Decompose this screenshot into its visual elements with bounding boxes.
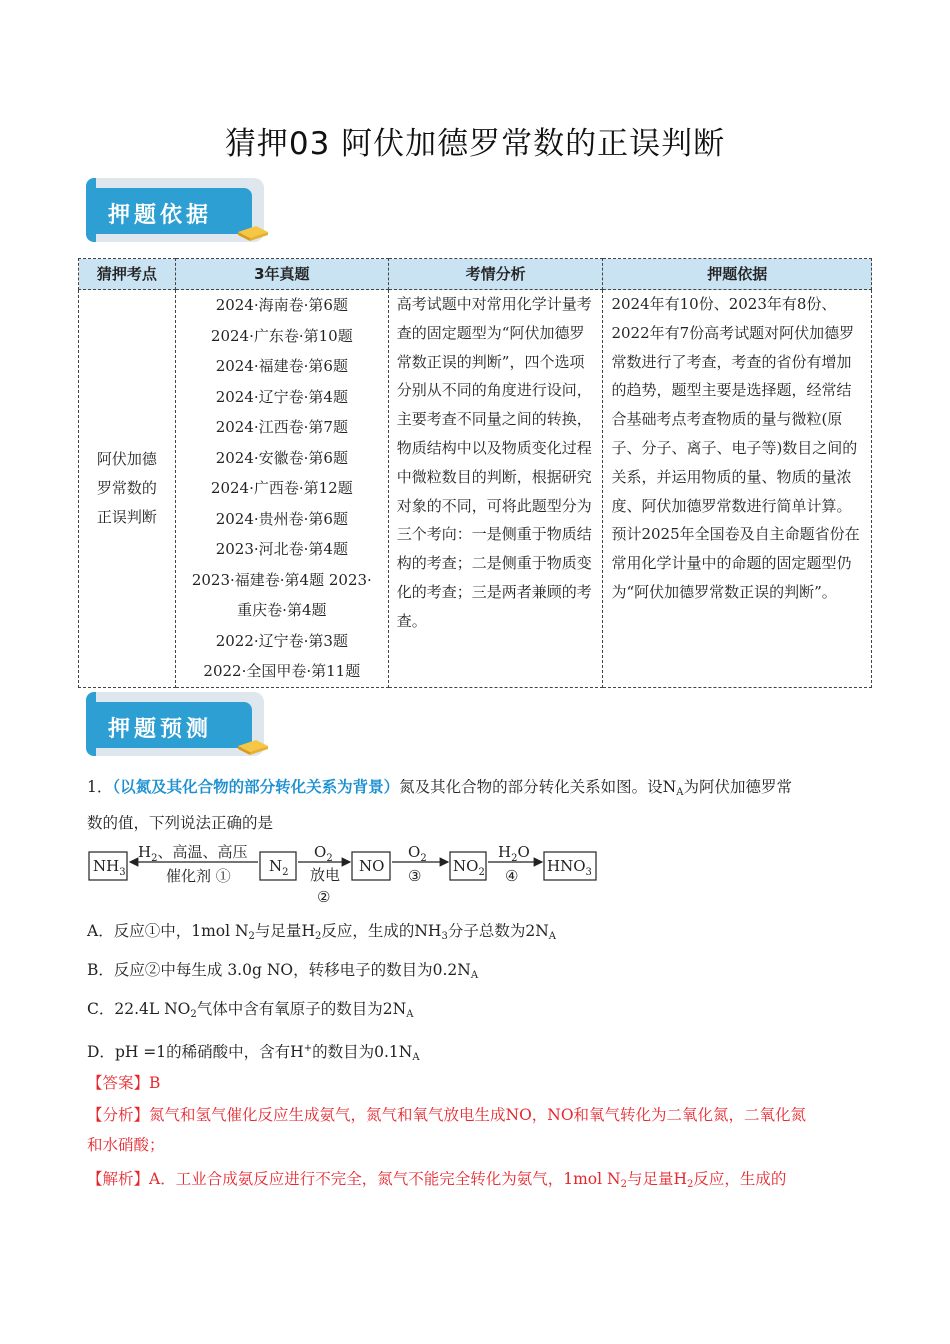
n2-label: $N_2$ <box>269 857 289 878</box>
exam-item: 2024·江西卷·第7题 <box>215 418 348 436</box>
exam-item: 2024·辽宁卷·第4题 <box>215 387 348 406</box>
book-icon <box>236 222 270 242</box>
question-number: 1． <box>87 778 113 796</box>
solution-label: 【解析】 <box>87 1170 150 1188</box>
header-analysis: 考情分析 <box>388 259 603 290</box>
exams-cell <box>175 290 388 688</box>
reaction3-number: ③ <box>408 867 422 885</box>
na-symbol: N <box>662 778 677 796</box>
exam-item: 2022·辽宁卷·第3题 <box>215 631 348 650</box>
basis-table <box>78 258 872 688</box>
no2-label: $NO_2$ <box>453 857 485 878</box>
analysis-label: 【分析】 <box>87 1106 150 1124</box>
question-text: 为阿伏加德罗常 <box>683 778 792 796</box>
reaction2-number: ② <box>317 888 331 906</box>
book-icon <box>236 736 270 756</box>
section-label-prediction: 押题预测 <box>108 717 213 742</box>
section-banner-basis <box>86 178 272 248</box>
analysis-text: 和水硝酸； <box>87 1136 165 1154</box>
basis-cell: 2024年有10份、2023年有8份、2022年有7份高考试题对阿伏加德罗常数进行了考查，考查的省份有增加的趋势，题型主要是选择题，经常结合基础考点考查物质的量与微粒(原子、分子、离子、电子等)数目之间的关系，并运用物质的量、物质的量浓度、阿伏加德罗常数进行简单计算。预计2025年全国卷及自主命题省份在常用化学计量中的命题的固定题型仍为“阿伏加德罗常数正误的判断”。 <box>603 290 872 688</box>
topic-cell <box>79 290 176 688</box>
solution-text: A．工业合成氨反应进行不完全，氮气不能完全转化为氨气， <box>149 1170 564 1188</box>
reaction3-top: $O_2$ <box>408 843 427 864</box>
option-b: B．反应②中每生成 3.0g NO，转移电子的数目为$0.2N_A$ <box>87 961 479 981</box>
analysis-block <box>87 1100 867 1160</box>
analysis-text: 氮气和氢气催化反应生成氨气，氮气和氧气放电生成NO，NO和氧气转化为二氧化氮，二氧化氮 <box>149 1106 807 1124</box>
table-header-row <box>79 259 872 290</box>
table-row <box>79 290 872 688</box>
analysis-cell: 高考试题中对常用化学计量考查的固定题型为“阿伏加德罗常数正误的判断”，四个选项分别从不同的角度进行设问，主要考查不同量之间的转换，物质结构中以及物质变化过程中微粒数目的判断，根据研究对象的不同，可将此题型分为三个考向：一是侧重于物质结构的考查；二是侧重于物质变化的考查；三是两者兼顾的考查。 <box>388 290 603 688</box>
question-tag: （以氮及其化合物的部分转化关系为背景） <box>112 778 400 796</box>
topic-line: 罗常数的 <box>96 478 157 497</box>
question-text: 氮及其化合物的部分转化关系如图。设 <box>399 778 663 796</box>
reaction2-bottom: 放电 <box>310 866 341 884</box>
answer-label: 【答案】 <box>87 1074 150 1092</box>
header-topic: 猜押考点 <box>79 259 176 290</box>
header-exams: 3年真题 <box>175 259 388 290</box>
section-label-basis: 押题依据 <box>108 203 213 228</box>
exam-item: 2024·广西卷·第12题 <box>210 479 353 497</box>
reaction-diagram <box>88 840 608 912</box>
reaction1-bottom: 催化剂 ① <box>166 867 231 885</box>
exam-item: 2023·河北卷·第4题 <box>215 540 348 558</box>
question-text: 数的值，下列说法正确的是 <box>87 814 274 832</box>
na-subscript: A <box>676 787 684 798</box>
reaction4-number: ④ <box>505 867 519 885</box>
topic-line: 正误判断 <box>96 507 157 526</box>
exam-item: 2024·福建卷·第6题 <box>215 357 348 375</box>
exam-item: 2023·福建卷·第4题 2023· <box>191 570 372 589</box>
reaction1-top: $H_2$、高温、高压 <box>138 843 248 864</box>
option-d: D．pH =1的稀硝酸中，含有H+的数目为$0.1N_A$ <box>87 1043 420 1063</box>
answer-line <box>87 1068 867 1098</box>
no-label: NO <box>359 857 385 875</box>
question-stem <box>87 772 867 838</box>
answer-value: B <box>149 1074 161 1092</box>
nh3-label: $NH_3$ <box>93 857 126 878</box>
hno3-label: $HNO_3$ <box>547 857 592 878</box>
solution-block: 【解析】A．工业合成氨反应进行不完全，氮气不能完全转化为氨气，1mol $N_2$与足量$H_2$反应，生成的 <box>87 1170 787 1190</box>
exam-item: 2024·海南卷·第6题 <box>215 296 348 314</box>
exam-item: 2022·全国甲卷·第11题 <box>203 662 361 680</box>
exam-item: 重庆卷·第4题 <box>237 601 327 619</box>
reaction2-top: $O_2$ <box>314 843 333 864</box>
option-c: C．22.4L $NO_2$气体中含有氧原子的数目为$2N_A$ <box>87 1000 414 1020</box>
header-basis: 押题依据 <box>603 259 872 290</box>
option-a: A．反应①中，1mol $N_2$与足量$H_2$反应，生成的$NH_3$分子总数为$2N_A$ <box>87 922 557 942</box>
exam-item: 2024·贵州卷·第6题 <box>215 509 348 528</box>
exam-item: 2024·广东卷·第10题 <box>210 326 353 345</box>
topic-line: 阿伏加德 <box>96 449 157 468</box>
page-title: 猜押03 阿伏加德罗常数的正误判断 <box>224 126 726 162</box>
section-banner-prediction <box>86 692 272 762</box>
reaction4-top: $H_2O$ <box>498 843 530 864</box>
exam-item: 2024·安徽卷·第6题 <box>215 448 348 467</box>
